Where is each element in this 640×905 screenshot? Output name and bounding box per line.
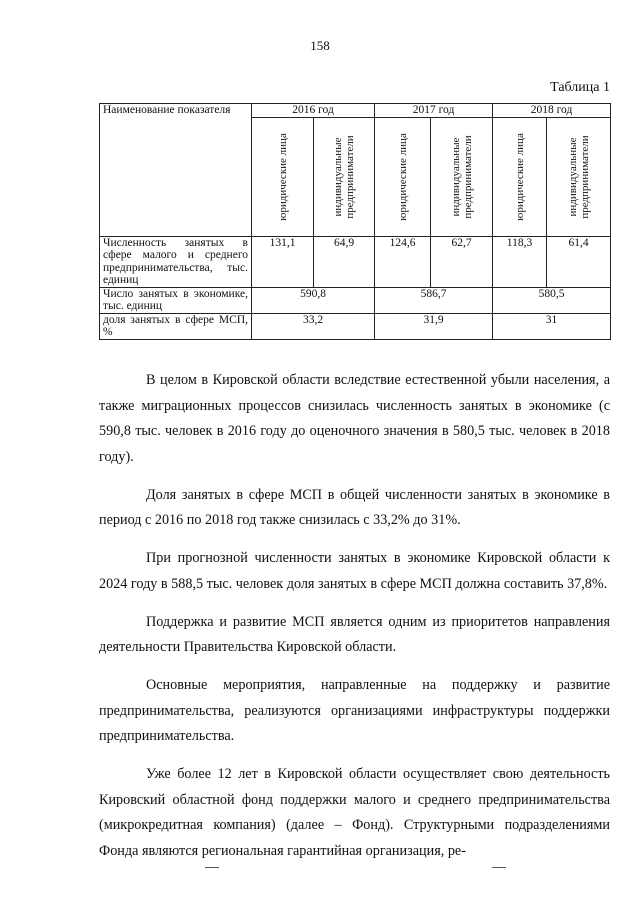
row-label-msp-share: доля занятых в сфере МСП, %: [100, 313, 252, 339]
subheader-legal-2018: юридические лица: [493, 117, 547, 236]
table-cell: 586,7: [375, 287, 493, 313]
header-indicator-label: Наименование показателя: [100, 104, 252, 237]
scan-mark: [205, 867, 219, 868]
paragraph: Поддержка и развитие МСП является одним из приоритетов направления деятельности Правительства Кировской области.: [99, 613, 610, 655]
header-year-2017: 2017 год: [375, 104, 493, 118]
subheader-individual-2017: индивидуальные предприниматели: [431, 117, 493, 236]
paragraph: Доля занятых в сфере МСП в общей численности занятых в экономике в период с 2016 по 2018 год также снизилась с 33,2% до 31%.: [99, 486, 610, 528]
paragraph: Уже более 12 лет в Кировской области осуществляет свою деятельность Кировский областной фонд поддержки малого и среднего предпринимательства (микрокредитная компания) (далее – Фонд). Структурными подразделениями Фонда являются региональная гарантийная организация, ре-: [99, 766, 610, 859]
paragraph: При прогнозной численности занятых в экономике Кировской области к 2024 году в 588,5 тыс. человек доля занятых в сфере МСП должна составить 37,8%.: [99, 550, 610, 592]
subheader-legal-2017: юридические лица: [375, 117, 431, 236]
table-cell: 118,3: [493, 236, 547, 287]
table-cell: 31,9: [375, 313, 493, 339]
table-caption: Таблица 1: [550, 80, 610, 95]
table-cell: 61,4: [547, 236, 611, 287]
paragraph: Основные мероприятия, направленные на поддержку и развитие предпринимательства, реализуются организациями инфраструктуры поддержки предпринимательства.: [99, 677, 610, 744]
table-header-row: [100, 104, 611, 118]
header-year-2018: 2018 год: [493, 104, 611, 118]
table-cell: 131,1: [252, 236, 314, 287]
data-table: [99, 103, 611, 340]
subheader-legal-2016: юридические лица: [252, 117, 314, 236]
subheader-individual-2018: индивидуальные предприниматели: [547, 117, 611, 236]
table-cell: 62,7: [431, 236, 493, 287]
subheader-individual-2016: индивидуальные предприниматели: [314, 117, 375, 236]
header-year-2016: 2016 год: [252, 104, 375, 118]
table-cell: 124,6: [375, 236, 431, 287]
table-row: [100, 313, 611, 339]
page-number: 158: [310, 38, 330, 53]
table-cell: 64,9: [314, 236, 375, 287]
table-cell: 31: [493, 313, 611, 339]
table-row: [100, 287, 611, 313]
table-row: [100, 236, 611, 287]
paragraph: В целом в Кировской области вследствие естественной убыли населения, а также миграционных процессов снизилась численность занятых в экономике (с 590,8 тыс. человек в 2016 году до оценочного значения в 580,5 тыс. человек в 2018 году).: [99, 372, 610, 465]
row-label-msp-employment: Численность занятых в сфере малого и среднего предпринимательства, тыс. единиц: [100, 236, 252, 287]
table-cell: 33,2: [252, 313, 375, 339]
table-cell: 590,8: [252, 287, 375, 313]
body-text: [99, 368, 610, 877]
row-label-economy-employment: Число занятых в экономике, тыс. единиц: [100, 287, 252, 313]
scan-mark: [492, 867, 506, 868]
table-cell: 580,5: [493, 287, 611, 313]
